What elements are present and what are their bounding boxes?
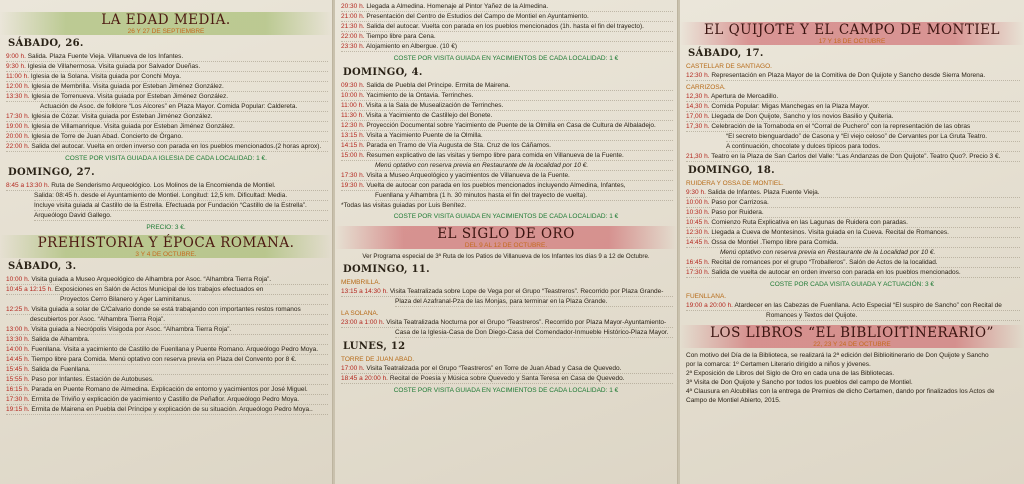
- schedule-row: 18:45 a 20:00 h. Recital de Poesía y Música sobre Quevedo y Santa Teresa en Casa de Quevedo.: [341, 374, 673, 384]
- section-subtitle: 26 Y 27 DE SEPTIEMBRE: [127, 28, 205, 35]
- schedule-row: 10:45 h. Comienzo Ruta Explicativa en las Lagunas de Ruidera con paradas.: [686, 218, 1020, 228]
- schedule-row: 17,00 h. Llegada de Don Quijote, Sancho y los novios Basilio y Quiteria.: [686, 112, 1020, 122]
- schedule-row: 15:55 h. Paso por Infantes. Estación de Autobuses.: [6, 375, 328, 385]
- schedule-row: 14,30 h. Comida Popular: Migas Manchegas en la Plaza Mayor.: [686, 102, 1020, 112]
- schedule-continuation: Salida: 08:45 h. desde el Ayuntamiento de Montiel. Longitud: 12,5 km. Dificultad: Media.: [34, 191, 328, 201]
- menu-note: Menú optativo con reserva previa en Restaurante de la localidad por 10 €.: [375, 161, 673, 171]
- location-label: LA SOLANA.: [341, 310, 379, 317]
- section-title: LA EDAD MEDIA.: [101, 12, 231, 28]
- day-heading: LUNES, 12: [343, 341, 406, 352]
- schedule-row: 10:00 h. Yacimiento de la Ontavia. Terrinches.: [341, 91, 673, 101]
- location-label: CASTELLAR DE SANTIAGO.: [686, 63, 772, 70]
- schedule-row: 13:00 h. Visita guiada a Necrópolis Visigoda por Asoc. “Alhambra Tierra Roja”.: [6, 325, 328, 335]
- schedule-row: 10:30 h. Paso por Ruidera.: [686, 208, 1020, 218]
- schedule-row: 9:30 h. Iglesia de Villahermosa. Visita guiada por Salvador Dueñas.: [6, 62, 328, 72]
- schedule-row: 11:00 h. Iglesia de la Solana. Visita guiada por Conchi Moya.: [6, 72, 328, 82]
- schedule-row: 17:00 h. Visita Teatralizada por el Grupo “Teastreros” en Torre de Juan Abad y Casa de Quevedo.: [341, 364, 673, 374]
- schedule-row: 21:00 h. Presentación del Centro de Estudios del Campo de Montiel en Ayuntamiento.: [341, 12, 673, 22]
- schedule-row: 19:00 a 20:00 h. Atardecer en las Cabezas de Fuenllana. Acto Especial “El suspiro de Sancho” con Recital de: [686, 301, 1020, 311]
- schedule-row: 21,30 h. Teatro en la Plaza de San Carlos del Valle: “Las Andanzas de Don Quijote”. Teatro Quo?. Precio 3 €.: [686, 152, 1020, 162]
- section-subtitle: 3 Y 4 DE OCTUBRE.: [135, 251, 197, 258]
- schedule-row: 17:30 h. Visita a Museo Arqueológico y yacimientos de Villanueva de la Fuente.: [341, 171, 673, 181]
- section-subtitle: 17 Y 18 DE OCTUBRE: [818, 38, 886, 45]
- libros-line: por la comarca: 1º Certamen Literario dirigido a niños y jóvenes.: [686, 361, 871, 368]
- panel-right: [680, 0, 1024, 484]
- day-heading: SÁBADO, 3.: [8, 261, 77, 272]
- siglo-header: [335, 226, 677, 249]
- cost-note: COSTE POR VISITA GUIADA A IGLESIA DE CADA LOCALIDAD: 1 €.: [65, 155, 267, 162]
- schedule-row: 09:30 h. Salida de Puebla del Príncipe. Ermita de Mairena.: [341, 81, 673, 91]
- schedule-continuation: “El secreto bienguardado” de Casona y “El viejo celoso” de Cervantes por La Gruta Teatro.: [726, 132, 1020, 142]
- schedule-row: 12:30 h. Proyección Documental sobre Yacimiento de Puente de la Olmilla en Casa de Cultura de Albaladejo.: [341, 121, 673, 131]
- schedule-row: 12:00 h. Iglesia de Membrilla. Visita guiada por Esteban Jiménez González.: [6, 82, 328, 92]
- location-label: TORRE DE JUAN ABAD.: [341, 356, 415, 363]
- location-label: CARRIZOSA.: [686, 84, 726, 91]
- section-subtitle: DEL 9 AL 12 DE OCTUBRE.: [464, 242, 548, 249]
- schedule-row: 9:00 h. Salida. Plaza Fuente Vieja. Villanueva de los Infantes.: [6, 52, 328, 62]
- libros-text: [686, 351, 1018, 405]
- day-heading: DOMINGO, 18.: [688, 165, 775, 176]
- quijote-header: [680, 22, 1024, 45]
- cost-note: COSTE POR CADA VISITA GUIADA Y ACTUACIÓN: 3 €: [770, 281, 934, 288]
- location-label: RUIDERA Y OSSA DE MONTIEL.: [686, 180, 784, 187]
- schedule-list: [0, 52, 332, 152]
- schedule-row: 10:45 a 12:15 h. Exposiciones en Salón de Actos Municipal de los trabajos efectuados en: [6, 285, 328, 295]
- libros-header: [680, 325, 1024, 348]
- schedule-row: 11:00 h. Visita a la Sala de Musealización de Terrinches.: [341, 101, 673, 111]
- schedule-row: 10:00 h. Paso por Carrizosa.: [686, 198, 1020, 208]
- libros-line: Con motivo del Día de la Biblioteca, se realizará la 2ª edición del Biblioitinerario de Don Quijote y Sancho: [686, 352, 989, 359]
- location-label: MEMBRILLA.: [341, 279, 381, 286]
- schedule-row: 19:00 h. Iglesia de Villamanrique. Visita guiada por Esteban Jiménez González.: [6, 122, 328, 132]
- day-heading: SÁBADO, 26.: [8, 38, 84, 49]
- schedule-row: 11:30 h. Visita a Yacimiento de Castillejo del Bonete.: [341, 111, 673, 121]
- schedule-row: 15:45 h. Salida de Fuenllana.: [6, 365, 328, 375]
- schedule-row: 12:25 h. Visita guiada a solar de C/Calvario donde se está trabajando con importantes restos romanos: [6, 305, 328, 315]
- menu-note: Menú optativo con reserva previa en Restaurante de la Localidad por 10 €.: [720, 248, 1020, 258]
- schedule-continuation: Fuenllana y Alhambra (1 h. 30 minutos hasta el fin del trayecto de vuelta).: [375, 191, 673, 201]
- panel-left: [0, 0, 333, 484]
- schedule-row: 13:30 h. Iglesia de Torrenueva. Visita guiada por Esteban Jiménez González.: [6, 92, 328, 102]
- schedule-row: 21:30 h. Salida del autocar. Vuelta con parada en los pueblos mencionados (1h. hasta el fin del trayecto).: [341, 22, 673, 32]
- day-heading: SÁBADO, 17.: [688, 48, 764, 59]
- schedule-continuation: Casa de la Iglesia-Casa de Don Diego-Casa del Comendador-Inmueble Histórico-Plaza Mayor.: [395, 328, 673, 338]
- location-label: FUENLLANA.: [686, 293, 727, 300]
- prehistoria-header: [0, 235, 332, 258]
- schedule-row: 23:00 a 1:00 h. Visita Teatralizada Nocturna por el Grupo “Teastreros”. Recorrido por Plaza Mayor-Ayuntamiento-: [341, 318, 673, 328]
- cost-note: COSTE POR VISITA GUIADA EN YACIMIENTOS DE CADA LOCALIDAD: 1 €: [393, 55, 619, 62]
- footnote: *Todas las visitas guiadas por Luis Benítez.: [341, 202, 467, 209]
- schedule-continuation: A continuación, chocolate y dulces típicos para todos.: [726, 142, 1020, 152]
- day-heading: DOMINGO, 11.: [343, 264, 430, 275]
- schedule-row: 14:45 h. Tiempo libre para Comida. Menú optativo con reserva previa en Plaza del Convento por 8 €.: [6, 355, 328, 365]
- schedule-row: 19:30 h. Vuelta de autocar con parada en los pueblos mencionados incluyendo Almedina, Infantes,: [341, 181, 673, 191]
- schedule-continuation: Actuación de Asoc. de folklore “Los Alcores” en Plaza Mayor. Comida Popular: Caldereta.: [40, 102, 328, 112]
- schedule-row: 13:30 h. Salida de Alhambra.: [6, 335, 328, 345]
- schedule-row: 20:30 h. Llegada a Almedina. Homenaje al Pintor Yañez de la Almedina.: [341, 2, 673, 12]
- section-title: EL SIGLO DE ORO: [437, 226, 575, 242]
- edad-media-header: [0, 12, 332, 35]
- schedule-row: 13:15 h. Visita a Yacimiento Puente de la Olmilla.: [341, 131, 673, 141]
- section-title: LOS LIBROS “EL BIBLIOITINERARIO”: [710, 325, 994, 341]
- schedule-row: 8:45 a 13:30 h. Ruta de Senderismo Arqueológico. Los Molinos de la Encomienda de Montiel.: [6, 181, 328, 191]
- libros-line: 4ª Clausura en Alcubillas con la entrega de Premios de dicho Certamen, dando por finalizados los Actos de: [686, 388, 995, 395]
- schedule-row: 17,30 h. Celebración de la Tornaboda en el “Corral de Puchero” con la representación de las obras: [686, 122, 1020, 132]
- schedule-row: 15:00 h. Resumen explicativo de las visitas y tiempo libre para comida en Villanueva de la Fuente.: [341, 151, 673, 161]
- schedule-row: 16:45 h. Recital de romances por el grupo “Troballeros”. Salón de Actos de la localidad.: [686, 258, 1020, 268]
- intro-text: Ver Programa especial de 3ª Ruta de los Patios de Villanueva de los Infantes los días 9 a 12 de Octubre.: [362, 253, 650, 260]
- schedule-continuation: Arqueólogo David Gallego.: [34, 211, 328, 221]
- schedule-continuation: Plaza del Azafranal-Pza de las Monjas, para terminar en la Plaza Grande.: [395, 297, 673, 307]
- schedule-continuation: descubiertos por Asoc. “Alhambra Tierra Roja”.: [30, 315, 328, 325]
- schedule-row: 12,30 h. Apertura de Mercadillo.: [686, 92, 1020, 102]
- schedule-continuation: Proyectos Cerro Bilanero y Ager Laminitanus.: [60, 295, 328, 305]
- libros-line: 3ª Visita de Don Quijote y Sancho por todos los pueblos del campo de Montiel.: [686, 379, 913, 386]
- schedule-continuation: Romances y Textos del Quijote.: [766, 311, 1020, 321]
- schedule-row: 12:30 h. Representación en Plaza Mayor de la Comitiva de Don Quijote y Sancho desde Sierra Morena.: [686, 71, 1020, 81]
- schedule-row: 10:00 h. Visita guiada a Museo Arqueológico de Alhambra por Asoc. “Alhambra Tierra Roja”.: [6, 275, 328, 285]
- schedule-row: 12:30 h. Llegada a Cueva de Montesinos. Visita guiada en la Cueva. Recital de Romances.: [686, 228, 1020, 238]
- schedule-row: 13:15 a 14:30 h. Visita Teatralizada sobre Lope de Vega por el Grupo “Teastreros”. Recorrido por Plaza Grande-: [341, 287, 673, 297]
- schedule-row: 19:15 h. Ermita de Mairena en Puebla del Príncipe y explicación de su situación. Arqueólogo Pedro Moya..: [6, 405, 328, 415]
- cost-note: COSTE POR VISITA GUIADA EN YACIMIENTOS DE CADA LOCALIDAD: 1 €: [393, 387, 619, 394]
- schedule-row: 14:00 h. Fuenllana. Visita a yacimiento de Castillo de Fuenllana y Puente Romano. Arqueólogo Pedro Moya.: [6, 345, 328, 355]
- section-title: EL QUIJOTE Y EL CAMPO DE MONTIEL: [703, 22, 1000, 38]
- schedule-row: 17:30 h. Salida de vuelta de autocar en orden inverso con parada en los pueblos mencionados.: [686, 268, 1020, 278]
- schedule-row: 17:30 h. Ermita de Triviño y explicación de yacimiento y Castillo de Peñaflor. Arqueólogo Pedro Moya.: [6, 395, 328, 405]
- schedule-row: 14:15 h. Parada en Tramo de Vía Augusta de Sta. Cruz de los Cáñamos.: [341, 141, 673, 151]
- schedule-row: 22:00 h. Salida del autocar. Vuelta en orden inverso con parada en los pueblos mencionados.(2 horas aprox).: [6, 142, 328, 152]
- day-heading: DOMINGO, 4.: [343, 67, 423, 78]
- schedule-row: 20:00 h. Iglesia de Torre de Juan Abad. Concierto de Órgano.: [6, 132, 328, 142]
- cost-note: COSTE POR VISITA GUIADA EN YACIMIENTOS DE CADA LOCALIDAD: 1 €: [393, 213, 619, 220]
- schedule-row: 14:45 h. Ossa de Montiel .Tiempo libre para Comida.: [686, 238, 1020, 248]
- schedule-row: 23:30 h. Alojamiento en Albergue. (10 €): [341, 42, 673, 52]
- schedule-row: 16:15 h. Parada en Puente Romano de Almedina. Explicación de entorno y yacimientos por José Miguel.: [6, 385, 328, 395]
- libros-line: 2ª Exposición de Libros del Siglo de Oro en cada una de las Bibliotecas.: [686, 370, 895, 377]
- schedule-row: 9:30 h. Salida de Infantes. Plaza Fuente Vieja.: [686, 188, 1020, 198]
- libros-line: Campo de Montiel Abierto, 2015.: [686, 397, 781, 404]
- section-subtitle: 22, 23 Y 24 DE OCTUBRE: [813, 341, 891, 348]
- panel-middle: [335, 0, 678, 484]
- schedule-row: 17:30 h. Iglesia de Cózar. Visita guiada por Esteban Jiménez González.: [6, 112, 328, 122]
- schedule-row: 22:00 h. Tiempo libre para Cena.: [341, 32, 673, 42]
- section-title: PREHISTORIA Y ÉPOCA ROMANA.: [37, 235, 295, 251]
- day-heading: DOMINGO, 27.: [8, 167, 95, 178]
- schedule-continuation: Incluye visita guiada al Castillo de la Estrella. Efectuada por Fundación “Castillo de la Estrella”.: [34, 201, 328, 211]
- price-note: PRECIO: 3 €.: [146, 224, 186, 231]
